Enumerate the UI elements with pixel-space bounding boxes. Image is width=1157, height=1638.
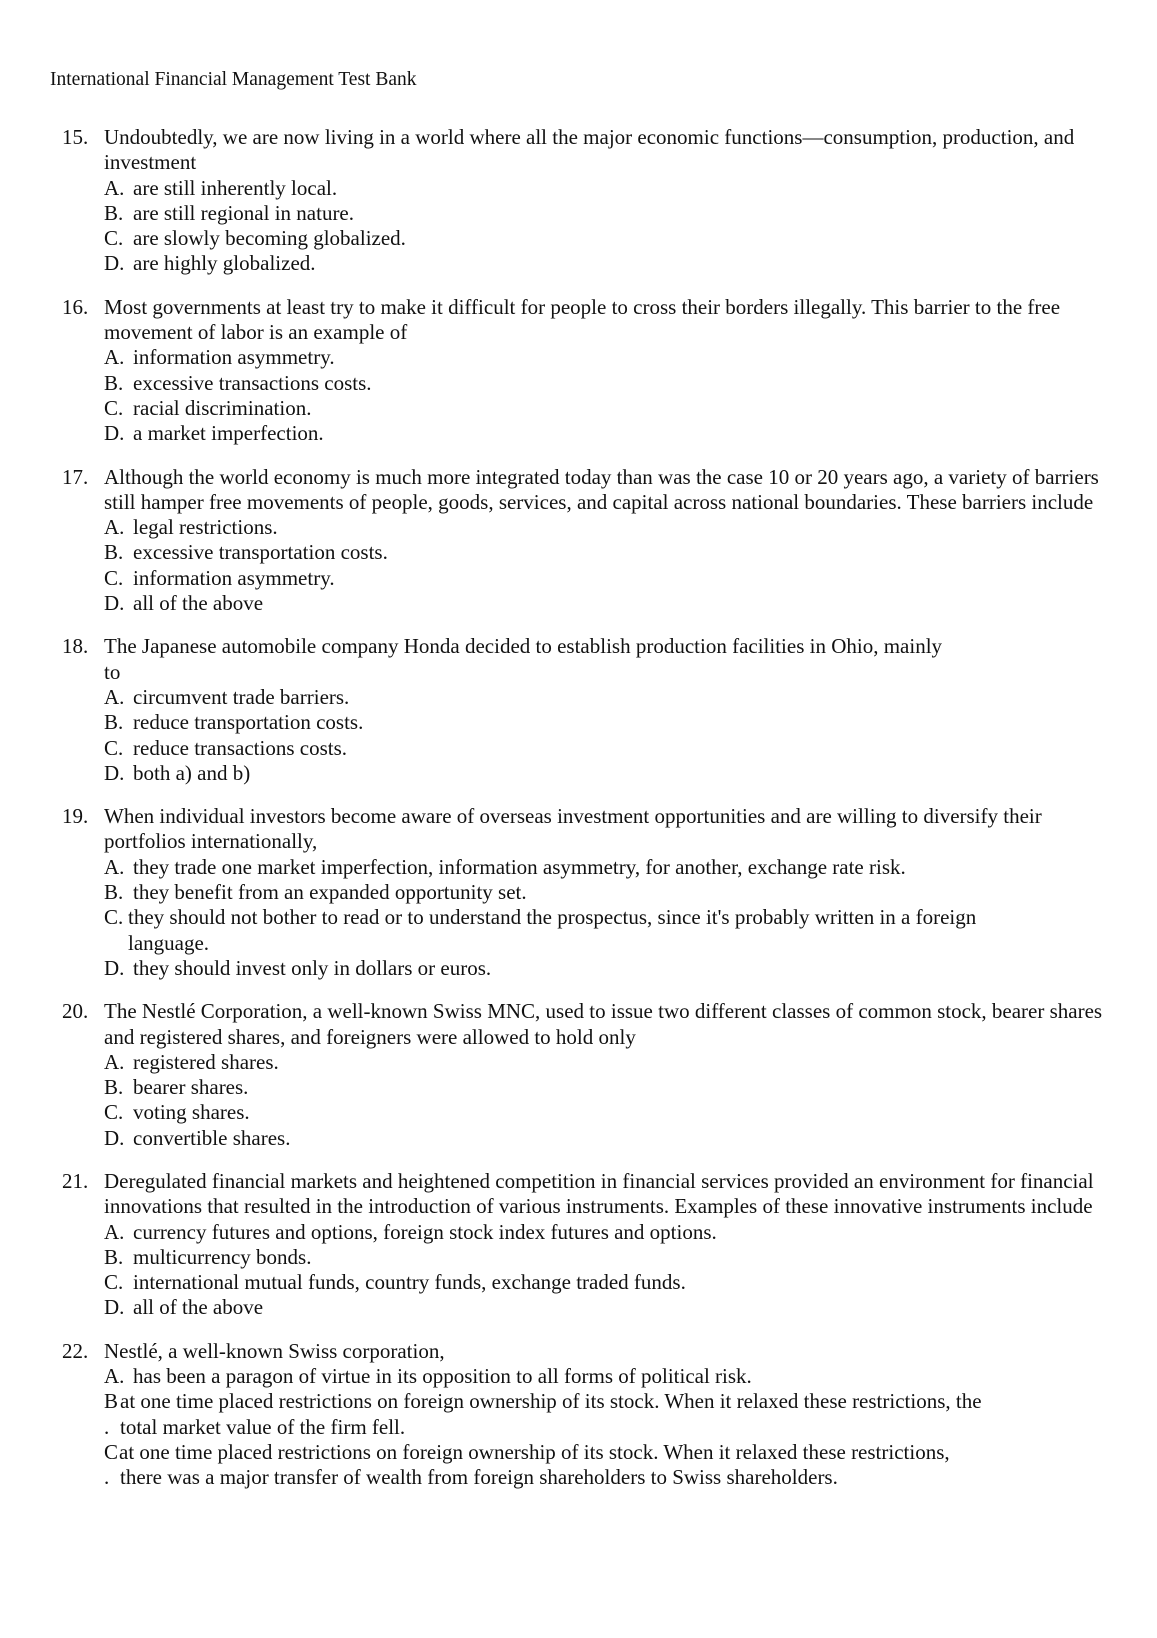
option-text: bearer shares.	[133, 1075, 249, 1100]
option-c	[104, 736, 1122, 761]
option-text: a market imperfection.	[133, 421, 324, 446]
option-letter: D.	[104, 251, 125, 276]
question-16	[62, 295, 1122, 447]
option-letter: C.	[104, 905, 124, 930]
option-text: reduce transactions costs.	[133, 735, 348, 760]
option-letter: B.	[104, 370, 124, 395]
option-letter: D.	[104, 1295, 125, 1320]
option-b	[104, 540, 1122, 565]
option-text: international mutual funds, country funds, exchange traded funds.	[133, 1270, 686, 1295]
question-number: 20.	[62, 999, 89, 1024]
option-text: they should not bother to read or to understand the prospectus, since it's probably written in a foreign	[128, 905, 977, 930]
option-text: circumvent trade barriers.	[133, 684, 350, 709]
question-stem: Undoubtedly, we are now living in a world where all the major economic functions—consumption, production, and investment	[104, 125, 1075, 175]
option-d	[104, 421, 1122, 446]
option-text: has been a paragon of virtue in its opposition to all forms of political risk.	[133, 1364, 752, 1389]
option-a	[104, 345, 1122, 370]
option-text: they should invest only in dollars or euros.	[133, 955, 492, 980]
option-letter: C.	[104, 565, 124, 590]
option-text: convertible shares.	[133, 1125, 291, 1150]
question-stem-continuation: to	[104, 659, 121, 684]
option-letter: A.	[104, 175, 125, 200]
option-text: registered shares.	[133, 1049, 279, 1074]
question-number: 16.	[62, 294, 89, 319]
option-text: are still inherently local.	[133, 175, 338, 200]
option-text: multicurrency bonds.	[133, 1244, 312, 1269]
option-text: are highly globalized.	[133, 251, 316, 276]
option-b	[104, 1389, 1122, 1440]
question-22	[62, 1339, 1122, 1491]
option-text: are slowly becoming globalized.	[133, 226, 406, 251]
option-d	[104, 956, 1122, 981]
option-text: excessive transportation costs.	[133, 540, 388, 565]
option-text: they benefit from an expanded opportunity set.	[133, 880, 527, 905]
question-stem: When individual investors become aware of overseas investment opportunities and are willing to diversify their portfolios internationally,	[104, 804, 1042, 854]
option-letter: D.	[104, 760, 125, 785]
option-c	[104, 905, 1122, 956]
option-text: information asymmetry.	[133, 565, 335, 590]
option-text: currency futures and options, foreign stock index futures and options.	[133, 1219, 717, 1244]
question-17	[62, 465, 1122, 617]
option-text: information asymmetry.	[133, 345, 335, 370]
question-list	[62, 125, 1122, 1491]
option-letter: C.	[104, 1270, 124, 1295]
option-a	[104, 1364, 1122, 1389]
option-d	[104, 1126, 1122, 1151]
option-text: at one time placed restrictions on foreign ownership of its stock. When it relaxed these restrictions,	[119, 1439, 950, 1464]
option-text: they trade one market imperfection, information asymmetry, for another, exchange rate risk.	[133, 854, 906, 879]
option-d	[104, 251, 1122, 276]
option-b	[104, 880, 1122, 905]
question-20	[62, 999, 1122, 1151]
option-c	[104, 1440, 1122, 1491]
question-number: 21.	[62, 1168, 89, 1193]
option-d	[104, 1295, 1122, 1320]
question-number: 22.	[62, 1338, 89, 1363]
option-letter: A.	[104, 515, 125, 540]
option-d	[104, 761, 1122, 786]
option-d	[104, 591, 1122, 616]
option-text: are still regional in nature.	[133, 200, 355, 225]
option-letter: A.	[104, 345, 125, 370]
option-letter: D.	[104, 591, 125, 616]
option-text: at one time placed restrictions on foreign ownership of its stock. When it relaxed these restrictions, the	[120, 1389, 982, 1414]
option-text: racial discrimination.	[133, 395, 312, 420]
question-stem: Deregulated financial markets and heightened competition in financial services provided an environment for financial innovations that resulted in the introduction of various instruments. Examples of these innovative instruments include	[104, 1168, 1094, 1219]
option-letter: B.	[104, 710, 124, 735]
option-c	[104, 1270, 1122, 1295]
option-letter: C.	[104, 395, 124, 420]
option-letter: B	[104, 1389, 119, 1414]
option-a	[104, 1050, 1122, 1075]
option-a	[104, 176, 1122, 201]
option-b	[104, 1245, 1122, 1270]
option-letter: C	[104, 1439, 119, 1464]
question-stem: Most governments at least try to make it difficult for people to cross their borders illegally. This barrier to the free movement of labor is an example of	[104, 294, 1061, 345]
option-a	[104, 685, 1122, 710]
question-stem: Nestlé, a well-known Swiss corporation,	[104, 1338, 445, 1363]
option-letter: A.	[104, 1219, 125, 1244]
option-b	[104, 710, 1122, 735]
option-text: both a) and b)	[133, 760, 251, 785]
question-number: 17.	[62, 464, 89, 489]
option-b	[104, 1075, 1122, 1100]
option-continuation-marker: .	[104, 1414, 110, 1439]
option-letter: B.	[104, 880, 124, 905]
option-letter: A.	[104, 1049, 125, 1074]
option-b	[104, 201, 1122, 226]
option-c	[104, 226, 1122, 251]
option-b	[104, 371, 1122, 396]
option-letter: A.	[104, 684, 125, 709]
option-text: excessive transactions costs.	[133, 370, 372, 395]
option-text-continuation: language.	[128, 930, 210, 955]
option-c	[104, 566, 1122, 591]
question-number: 18.	[62, 634, 89, 659]
option-letter: B.	[104, 1244, 124, 1269]
question-stem: The Japanese automobile company Honda decided to establish production facilities in Ohio, mainly	[104, 634, 943, 659]
option-c	[104, 1100, 1122, 1125]
option-letter: B.	[104, 1075, 124, 1100]
option-letter: B.	[104, 540, 124, 565]
option-letter: A.	[104, 854, 125, 879]
option-letter: A.	[104, 1364, 125, 1389]
option-letter: D.	[104, 955, 125, 980]
option-letter: D.	[104, 1125, 125, 1150]
option-letter: C.	[104, 1100, 124, 1125]
option-text: all of the above	[133, 591, 264, 616]
option-a	[104, 1220, 1122, 1245]
question-15	[62, 125, 1122, 277]
page-header: International Financial Management Test Bank	[50, 69, 417, 90]
option-text: reduce transportation costs.	[133, 710, 364, 735]
question-19	[62, 804, 1122, 981]
question-stem: The Nestlé Corporation, a well-known Swiss MNC, used to issue two different classes of common stock, bearer shares and registered shares, and foreigners were allowed to hold only	[104, 999, 1103, 1049]
option-text-continuation: total market value of the firm fell.	[120, 1414, 406, 1439]
option-continuation-marker: .	[104, 1465, 110, 1490]
option-text: legal restrictions.	[133, 515, 278, 540]
option-c	[104, 396, 1122, 421]
option-text: voting shares.	[133, 1100, 250, 1125]
option-text-continuation: there was a major transfer of wealth from foreign shareholders to Swiss shareholders.	[120, 1465, 838, 1490]
question-18	[62, 634, 1122, 786]
option-a	[104, 855, 1122, 880]
option-letter: B.	[104, 200, 124, 225]
question-number: 15.	[62, 125, 89, 149]
option-letter: C.	[104, 226, 124, 251]
question-number: 19.	[62, 804, 89, 829]
option-letter: D.	[104, 421, 125, 446]
question-stem: Although the world economy is much more integrated today than was the case 10 or 20 years ago, a variety of barriers still hamper free movements of people, goods, services, and capital across national boundaries. These barriers include	[104, 464, 1099, 514]
question-21	[62, 1169, 1122, 1321]
option-letter: C.	[104, 735, 124, 760]
option-text: all of the above	[133, 1295, 264, 1320]
option-a	[104, 515, 1122, 540]
